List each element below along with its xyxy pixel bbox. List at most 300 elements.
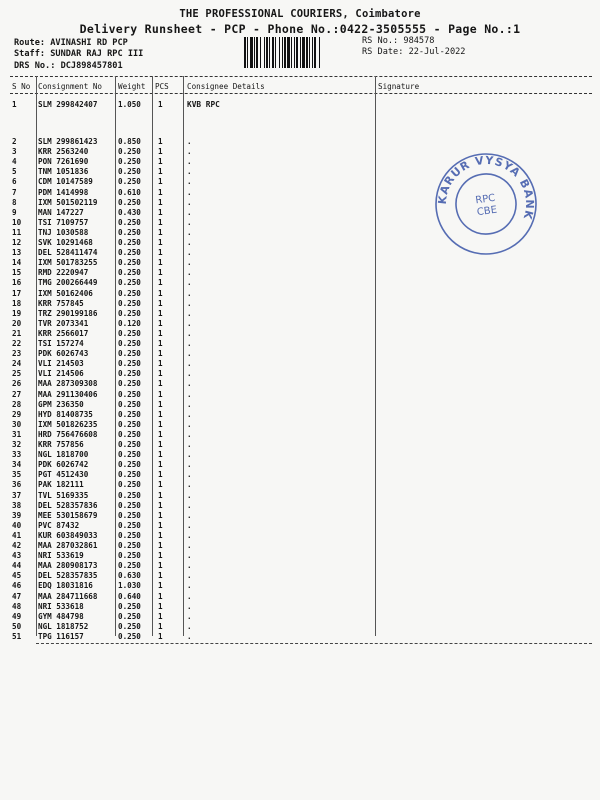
row-sno: 5 [12,167,17,177]
rs-date: RS Date: 22-Jul-2022 [362,47,466,57]
row-pcs: 1 [158,450,163,460]
row-consignment: HRD 756476608 [38,429,98,439]
row-pcs: 1 [158,611,163,621]
table-row [0,632,300,642]
row-sno: 30 [12,419,22,429]
row-weight: 0.250 [118,429,141,439]
row-pcs: 1 [158,561,163,571]
consignee-dot: . [187,541,192,550]
row-weight: 0.250 [118,611,141,621]
table-row [0,188,300,198]
table-row [0,501,300,511]
row-weight: 0.850 [118,137,141,146]
row-weight: 0.250 [118,541,141,550]
table-row [0,198,300,208]
consignee-dot: . [187,470,192,480]
row-consignment: NRI 533619 [38,551,84,561]
table-row [0,278,300,288]
barcode-bar [275,37,276,68]
consignee-dot: . [187,490,192,500]
consignee-dot: . [187,349,192,359]
row-weight: 0.250 [118,359,141,369]
consignee-dot: . [187,157,192,167]
row-pcs: 1 [158,278,163,288]
barcode-bar [279,37,280,68]
row-weight: 1.030 [118,581,141,591]
row-pcs: 1 [158,601,163,611]
table-row [0,541,300,551]
row-weight: 0.250 [118,379,141,389]
row-sno: 2 [12,137,17,146]
row-pcs: 1 [158,551,163,561]
row-consignment: PGT 4512430 [38,470,89,480]
row-sno: 41 [12,530,22,540]
consignee-dot: . [187,339,192,348]
row-weight: 0.250 [118,217,141,227]
table-row [0,299,300,309]
consignee-dot: . [187,177,192,187]
table-row [0,379,300,389]
row-weight: 0.250 [118,278,141,288]
svg-text:RPC: RPC [474,192,497,207]
row-pcs: 1 [158,328,163,338]
consignee-dot: . [187,551,192,561]
table-row [0,551,300,561]
row-pcs: 1 [158,288,163,298]
row-weight: 0.250 [118,520,141,530]
table-row [0,430,300,440]
table-row [0,511,300,521]
table-row [0,359,300,369]
consignee-dot: . [187,611,192,621]
table-row [0,450,300,460]
row-sno: 44 [12,561,22,571]
barcode-bar [256,37,258,68]
row-weight: 0.250 [118,440,141,449]
row-pcs: 1 [158,621,163,631]
row-weight: 0.250 [118,167,141,177]
row-sno: 36 [12,480,22,490]
row-consignment: PAK 182111 [38,480,84,490]
row-sno: 32 [12,440,22,449]
row-consignment: NRI 533618 [38,601,84,611]
row-pcs: 1 [158,167,163,177]
row-consignment: DEL 528411474 [38,248,98,258]
consignee-dot: . [187,359,192,369]
barcode-bar [294,37,295,68]
row-weight: 0.250 [118,470,141,480]
header-top-rule [10,76,592,77]
route-staff-block [14,38,143,60]
consignee-dot: . [187,621,192,631]
route-text: Route: AVINASHI RD PCP [14,38,128,48]
consignee-dot: . [187,308,192,318]
table-row [0,390,300,400]
consignee-dot: . [187,581,192,591]
table-row [0,208,300,218]
barcode-bar [314,37,316,68]
table-row [0,531,300,541]
col-header-consignment: Consignment No [38,82,103,91]
row-pcs: 1 [158,429,163,439]
row-pcs: 1 [158,258,163,268]
row-sno: 17 [12,288,22,298]
consignee-dot: . [187,278,192,288]
row-sno: 40 [12,520,22,530]
barcode-bar [319,37,320,68]
row-pcs: 1 [158,177,163,187]
header-bottom-rule [10,93,592,94]
bank-stamp-seal [432,150,540,258]
consignee-dot: . [187,500,192,510]
row-weight: 0.250 [118,197,141,207]
row-pcs: 1 [158,359,163,369]
row-sno: 21 [12,328,22,338]
row-sno: 3 [12,147,17,157]
table-row [0,167,300,177]
row-sno: 49 [12,611,22,621]
row-sno: 13 [12,248,22,258]
row-consignment: IXM 50162406 [38,288,93,298]
row-pcs: 1 [158,187,163,197]
row-weight: 0.250 [118,510,141,520]
row-weight: 0.250 [118,248,141,258]
consignee-dot: . [187,207,192,217]
row-consignment: DEL 528357835 [38,571,98,581]
row-weight: 0.250 [118,450,141,460]
col-header-pcs: PCS [155,82,169,91]
row-sno: 10 [12,217,22,227]
consignee-dot: . [187,399,192,409]
row-weight: 0.250 [118,298,141,308]
row-consignment: TPG 116157 [38,631,84,641]
consignee-dot: . [187,561,192,571]
row-sno: 22 [12,339,22,348]
table-bottom-rule [36,643,592,644]
row-pcs: 1 [158,147,163,157]
row-pcs: 1 [158,137,163,146]
row-consignment: MAA 287309308 [38,379,98,389]
row-consignment: PDK 6026742 [38,460,89,470]
barcode-bar [269,37,270,68]
row-sno: 45 [12,571,22,581]
table-row [0,177,300,187]
row-weight: 0.250 [118,621,141,631]
row-consignment: GPM 236350 [38,399,84,409]
consignee-dot: . [187,631,192,641]
row-pcs: 1 [158,510,163,520]
barcode-bar [250,37,253,68]
consignee-dot: . [187,409,192,419]
row-sno: 14 [12,258,22,268]
row-consignment: KRR 2563240 [38,147,89,157]
row-consignment: DEL 528357836 [38,500,98,510]
row-weight: 0.250 [118,268,141,278]
row-weight: 0.250 [118,308,141,318]
row-consignment: IXM 501826235 [38,419,98,429]
runsheet-title: Delivery Runsheet - PCP - Phone No.:0422-3505555 - Page No.:1 [79,22,521,36]
row-sno: 43 [12,551,22,561]
row-pcs: 1 [158,440,163,449]
consignee-dot: . [187,440,192,449]
row-pcs: 1 [158,520,163,530]
row-sno: 23 [12,349,22,359]
row-pcs: 1 [158,379,163,389]
row-weight: 0.250 [118,601,141,611]
row-consignment: EDQ 18031816 [38,581,93,591]
table-row [0,329,300,339]
table-row [0,491,300,501]
row-weight: 0.250 [118,349,141,359]
row-pcs: 1 [158,581,163,591]
row-sno: 18 [12,298,22,308]
row-pcs: 1 [158,389,163,399]
row-weight: 0.250 [118,399,141,409]
row-consignment: NGL 1818700 [38,450,89,460]
barcode-bar [300,37,301,68]
table-row [0,369,300,379]
row-sno: 28 [12,399,22,409]
consignee-dot: . [187,389,192,399]
row-consignment: MAA 291130406 [38,389,98,399]
table-row [0,349,300,359]
row-consignment: TSI 157274 [38,339,84,348]
row-pcs: 1 [158,500,163,510]
barcode-bar [291,37,292,68]
row-weight: 0.250 [118,631,141,641]
row-weight: 0.610 [118,187,141,197]
row-pcs: 1 [158,157,163,167]
row-sno: 6 [12,177,17,187]
consignee-dot: . [187,571,192,581]
row-consignment: HYD 81408735 [38,409,93,419]
row-consignment: KRR 757856 [38,440,84,449]
consignee-dot: . [187,510,192,520]
row-consignment: PDM 1414998 [38,187,89,197]
row-sno: 20 [12,318,22,328]
consignee-dot: . [187,520,192,530]
row-weight: 0.250 [118,227,141,237]
row-pcs: 1 [158,207,163,217]
row-consignment: TRZ 290199186 [38,308,98,318]
row-weight: 0.250 [118,530,141,540]
row-sno: 33 [12,450,22,460]
row-weight: 0.640 [118,591,141,601]
row-consignment: VLI 214503 [38,359,84,369]
consignee-dot: . [187,318,192,328]
consignee-dot: . [187,187,192,197]
consignee-kvb: KVB RPC [187,100,220,109]
table-row [0,561,300,571]
consignee-dot: . [187,197,192,207]
consignee-dot: . [187,137,192,146]
row-sno: 19 [12,308,22,318]
drs-number: DRS No.: DCJ898457801 [14,61,123,71]
row-pcs: 1 [158,298,163,308]
row-weight: 0.250 [118,238,141,247]
row-sno: 1 [12,100,17,109]
row-weight: 0.250 [118,460,141,470]
row-weight: 0.250 [118,288,141,298]
row-sno: 24 [12,359,22,369]
row-weight: 0.250 [118,177,141,187]
row-sno: 26 [12,379,22,389]
row-consignment: GYM 484798 [38,611,84,621]
row-weight: 0.250 [118,328,141,338]
barcode-bar [309,37,310,68]
row-pcs: 1 [158,480,163,490]
table-row [0,147,300,157]
row-sno: 47 [12,591,22,601]
row-sno: 51 [12,631,22,641]
barcode-bar [306,37,308,68]
table-row [0,268,300,278]
row-sno: 34 [12,460,22,470]
row-consignment: MEE 530158679 [38,510,98,520]
consignee-dot: . [187,429,192,439]
table-row [0,137,300,147]
table-row [0,410,300,420]
barcode-bar [254,37,255,68]
barcode-bar [247,37,248,68]
table-row [0,571,300,581]
row-pcs: 1 [158,530,163,540]
row-weight: 1.050 [118,100,141,109]
table-row [0,400,300,410]
row-weight: 0.250 [118,561,141,571]
row-pcs: 1 [158,399,163,409]
row-consignment: RMD 2220947 [38,268,89,278]
table-row [0,521,300,531]
col-header-signature: Signature [378,82,420,91]
row-consignment: CDM 10147589 [38,177,93,187]
row-sno: 7 [12,187,17,197]
row-consignment: SLM 299842407 [38,100,98,109]
table-row [0,581,300,591]
row-sno: 8 [12,197,17,207]
row-pcs: 1 [158,541,163,550]
consignee-dot: . [187,268,192,278]
row-sno: 50 [12,621,22,631]
consignee-dot: . [187,238,192,247]
row-weight: 0.250 [118,147,141,157]
row-consignment: IXM 501502119 [38,197,98,207]
consignee-dot: . [187,258,192,268]
row-sno: 25 [12,369,22,379]
barcode-bar [302,37,305,68]
barcode-bar [244,37,246,68]
consignee-dot: . [187,147,192,157]
consignee-dot: . [187,248,192,258]
barcode-bar [287,37,290,68]
row-weight: 0.630 [118,571,141,581]
barcode [243,37,358,68]
rs-block [362,36,465,58]
col-header-weight: Weight [118,82,146,91]
row-consignment: TVL 5169335 [38,490,89,500]
row-weight: 0.120 [118,318,141,328]
row-pcs: 1 [158,591,163,601]
row-weight: 0.250 [118,480,141,490]
row-pcs: 1 [158,470,163,480]
row-pcs: 1 [158,409,163,419]
company-title: THE PROFESSIONAL COURIERS, Coimbatore [179,8,421,20]
row-consignment: TSI 7109757 [38,217,89,227]
col-header-sno: S No [12,82,31,91]
row-weight: 0.250 [118,339,141,348]
row-consignment: NGL 1818752 [38,621,89,631]
consignee-dot: . [187,480,192,490]
row-sno: 11 [12,227,22,237]
row-weight: 0.250 [118,419,141,429]
row-pcs: 1 [158,238,163,247]
barcode-bar [282,37,283,68]
row-consignment: IXM 501783255 [38,258,98,268]
consignee-dot: . [187,298,192,308]
row-sno: 9 [12,207,17,217]
table-row [0,622,300,632]
row-weight: 0.430 [118,207,141,217]
row-sno: 38 [12,500,22,510]
row-consignment: TMG 200266449 [38,278,98,288]
table-row [0,248,300,258]
row-pcs: 1 [158,349,163,359]
table-row [0,470,300,480]
table-row [0,157,300,167]
row-sno: 29 [12,409,22,419]
barcode-bar [272,37,274,68]
row-weight: 0.250 [118,369,141,379]
barcode-bar [312,37,313,68]
row-consignment: SLM 299861423 [38,137,98,146]
row-consignment: MAN 147227 [38,207,84,217]
row-consignment: SVK 10291468 [38,238,93,247]
row-weight: 0.250 [118,157,141,167]
row-consignment: PDK 6026743 [38,349,89,359]
row-pcs: 1 [158,217,163,227]
row-pcs: 1 [158,419,163,429]
table-row [0,319,300,329]
table-row [0,339,300,349]
table-row [0,612,300,622]
row-sno: 12 [12,238,22,247]
table-row [0,420,300,430]
table-row [0,258,300,268]
row-pcs: 1 [158,248,163,258]
table-row [0,289,300,299]
consignee-dot: . [187,601,192,611]
row-consignment: MAA 284711668 [38,591,98,601]
row-weight: 0.250 [118,258,141,268]
row-weight: 0.250 [118,500,141,510]
table-row [0,460,300,470]
barcode-bar [296,37,298,68]
consignee-dot: . [187,167,192,177]
row-consignment: KUR 603849033 [38,530,98,540]
table-row [0,480,300,490]
table-row [0,218,300,228]
row-sno: 48 [12,601,22,611]
row-pcs: 1 [158,631,163,641]
row-sno: 15 [12,268,22,278]
row-weight: 0.250 [118,409,141,419]
table-row [0,238,300,248]
table-row [0,440,300,450]
consignee-dot: . [187,328,192,338]
row-consignment: KRR 757845 [38,298,84,308]
row-consignment: TVR 2073341 [38,318,89,328]
consignee-dot: . [187,450,192,460]
